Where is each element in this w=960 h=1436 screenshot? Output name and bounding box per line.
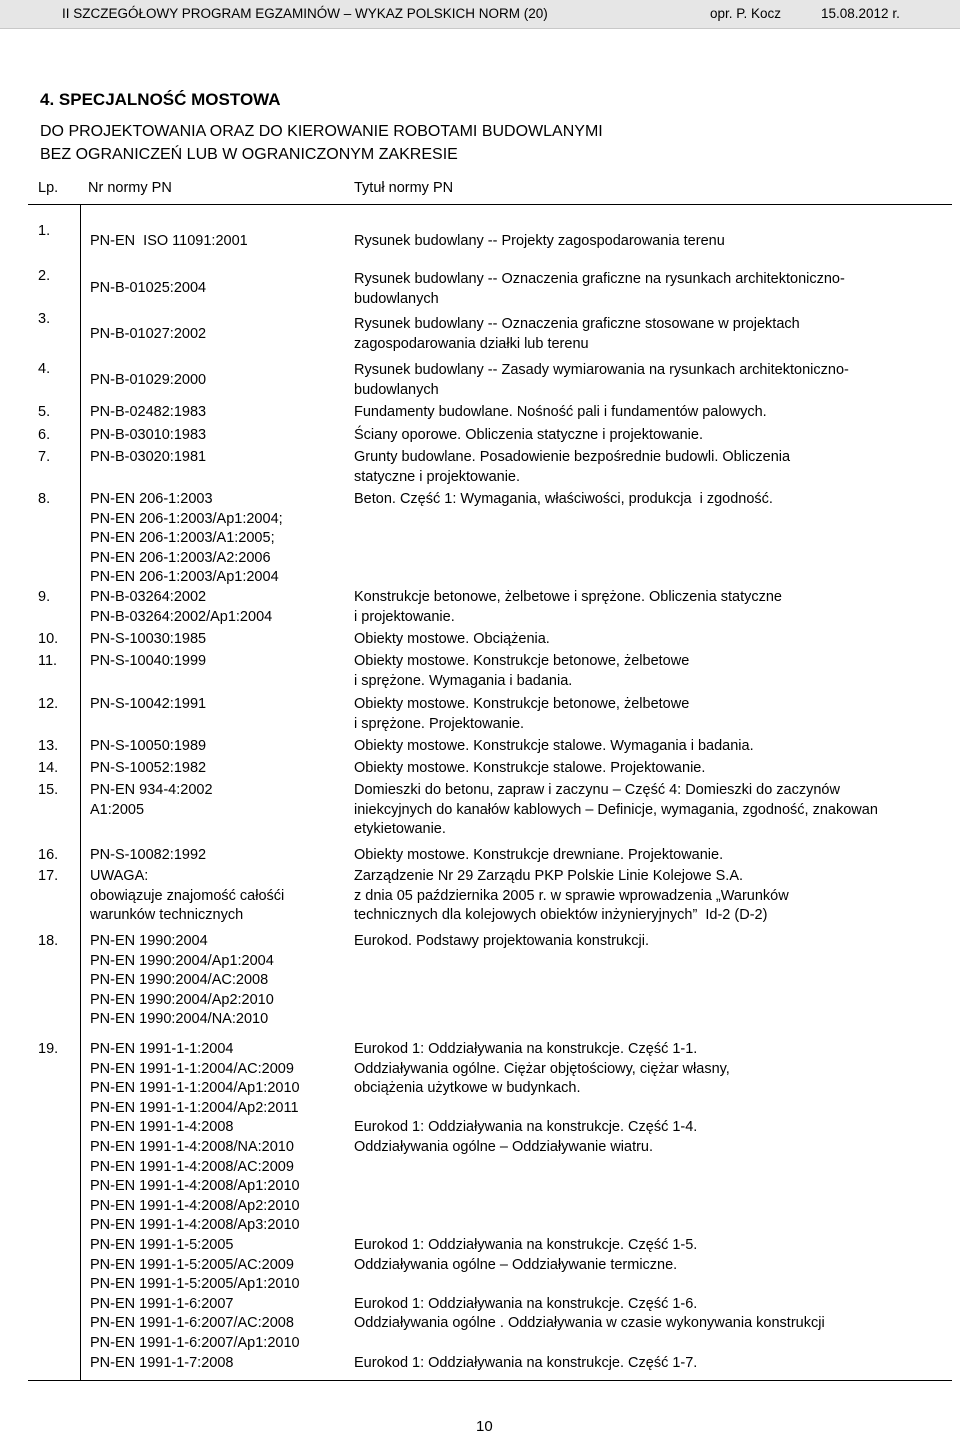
row-codes: PN-S-10040:1999 [90, 653, 207, 669]
row-lp: 3. [38, 311, 51, 327]
row-codes: PN-EN 934-4:2002 A1:2005 [90, 782, 213, 818]
row-codes: PN-S-10082:1992 [90, 847, 207, 863]
row-title: Fundamenty budowlane. Nośność pali i fundamentów palowych. [354, 404, 767, 420]
row-title: Ściany oporowe. Obliczenia statyczne i projektowanie. [354, 427, 703, 443]
row-title: Rysunek budowlany -- Oznaczenia graficzne stosowane w projektach zagospodarowania działki lub terenu [354, 316, 800, 352]
row-lp: 1. [38, 223, 51, 239]
row-codes: PN-B-01029:2000 [90, 372, 207, 388]
row-codes: PN-EN 206-1:2003 PN-EN 206-1:2003/Ap1:2004; PN-EN 206-1:2003/A1:2005; PN-EN 206-1:2003/A2:2006 PN-EN 206-1:2003/Ap1:2004 [90, 491, 283, 586]
row-title: Eurokod. Podstawy projektowania konstrukcji. [354, 933, 649, 949]
column-divider [80, 204, 81, 1380]
row-codes: PN-S-10030:1985 [90, 631, 207, 647]
row-codes: PN-B-01025:2004 [90, 280, 207, 296]
row-codes: PN-EN 1991-1-1:2004 PN-EN 1991-1-1:2004/AC:2009 PN-EN 1991-1-1:2004/Ap1:2010 PN-EN 1991-1-1:2004/Ap2:2011 PN-EN 1991-1-4:2008 PN-EN 1991-1-4:2008/NA:2010 PN-EN 1991-1-4:2008/AC:2009 PN-EN 1991-1-4:2008/Ap1:2010 PN-EN 1991-1-4:2008/Ap2:2010 PN-EN 1991-1-4:2008/Ap3:2010 PN-EN 1991-1-5:2005 PN-EN 1991-1-5:2005/AC:2009 PN-EN 1991-1-5:2005/Ap1:2010 PN-EN 1991-1-6:2007 PN-EN 1991-1-6:2007/AC:2008 PN-EN 1991-1-6:2007/Ap1:2010 PN-EN 1991-1-7:2008 [90, 1041, 300, 1371]
row-lp: 13. [38, 738, 59, 754]
row-title: Obiekty mostowe. Konstrukcje drewniane. Projektowanie. [354, 847, 724, 863]
row-lp: 6. [38, 427, 51, 443]
row-title: Obiekty mostowe. Konstrukcje stalowe. Wymagania i badania. [354, 738, 754, 754]
row-lp: 17. [38, 868, 59, 884]
row-lp: 7. [38, 449, 51, 465]
row-lp: 4. [38, 361, 51, 377]
row-title: Rysunek budowlany -- Zasady wymiarowania na rysunkach architektoniczno- budowlanych [354, 362, 849, 398]
row-title: Domieszki do betonu, zapraw i zaczynu – Część 4: Domieszki do zaczynów iniekcyjnych do kanałów kablowych – Definicje, wymagania, zgodność, znakowan etykietowanie. [354, 782, 878, 838]
row-codes: PN-EN 1990:2004 PN-EN 1990:2004/Ap1:2004 PN-EN 1990:2004/AC:2008 PN-EN 1990:2004/Ap2:2010 PN-EN 1990:2004/NA:2010 [90, 933, 274, 1028]
row-title: Grunty budowlane. Posadowienie bezpośrednie budowli. Obliczenia statyczne i projektowanie. [354, 449, 791, 485]
header-author: opr. P. Kocz [710, 6, 782, 21]
section-title: 4. SPECJALNOŚĆ MOSTOWA [40, 90, 281, 109]
row-title: Obiekty mostowe. Konstrukcje betonowe, żelbetowe i sprężone. Projektowanie. [354, 696, 690, 732]
row-title: Rysunek budowlany -- Projekty zagospodarowania terenu [354, 233, 725, 249]
row-lp: 14. [38, 760, 59, 776]
row-codes: PN-S-10050:1989 [90, 738, 207, 754]
row-lp: 16. [38, 847, 59, 863]
running-header [0, 0, 960, 29]
section-subtitle-2: BEZ OGRANICZEŃ LUB W OGRANICZONYM ZAKRESIE [40, 146, 458, 163]
row-codes: UWAGA: obowiązuje znajomość całośći warunków technicznych [90, 868, 285, 924]
table-bottom-rule [28, 1380, 952, 1381]
row-lp: 11. [38, 653, 58, 669]
row-codes: PN-B-03020:1981 [90, 449, 207, 465]
row-codes: PN-S-10052:1982 [90, 760, 207, 776]
row-title: Zarządzenie Nr 29 Zarządu PKP Polskie Linie Kolejowe S.A. z dnia 05 października 2005 r. w sprawie wprowadzenia „Warunków technicznych dla kolejowych obiektów inżynieryjnych” Id-2 (D-2) [354, 868, 789, 924]
row-codes: PN-B-03264:2002 PN-B-03264:2002/Ap1:2004 [90, 589, 273, 625]
row-lp: 5. [38, 404, 51, 420]
header-lp: Lp. [38, 180, 59, 196]
row-lp: 18. [38, 933, 59, 949]
table-top-rule [28, 204, 952, 205]
row-lp: 12. [38, 696, 59, 712]
header-date: 15.08.2012 r. [821, 6, 900, 21]
row-title: Obiekty mostowe. Konstrukcje betonowe, żelbetowe i sprężone. Wymagania i badania. [354, 653, 690, 689]
row-codes: PN-EN ISO 11091:2001 [90, 233, 248, 249]
header-norm-title: Tytuł normy PN [354, 180, 454, 196]
row-lp: 8. [38, 491, 51, 507]
header-title: II SZCZEGÓŁOWY PROGRAM EGZAMINÓW – WYKAZ POLSKICH NORM (20) [62, 6, 548, 21]
section-subtitle-1: DO PROJEKTOWANIA ORAZ DO KIEROWANIE ROBOTAMI BUDOWLANYMI [40, 123, 603, 140]
row-lp: 10. [38, 631, 59, 647]
row-title: Obiekty mostowe. Obciążenia. [354, 631, 550, 647]
row-lp: 9. [38, 589, 51, 605]
row-title: Rysunek budowlany -- Oznaczenia graficzne na rysunkach architektoniczno- budowlanych [354, 271, 845, 307]
row-title: Beton. Część 1: Wymagania, właściwości, produkcja i zgodność. [354, 491, 773, 507]
row-title: Eurokod 1: Oddziaływania na konstrukcje. Część 1-1. Oddziaływania ogólne. Ciężar objętościowy, ciężar własny, obciążenia użytkowe w budynkach. Eurokod 1: Oddziaływania na konstrukcje. Część 1-4. Oddziaływania ogólne – Oddziaływanie wiatru. Eurokod 1: Oddziaływania na konstrukcje. Część 1-5. Oddziaływania ogólne – Oddziaływanie termiczne. Eurokod 1: Oddziaływania na konstrukcje. Część 1-6. Oddziaływania ogólne . Oddziaływania w czasie wykonywania konstrukcji Eurokod 1: Oddziaływania na konstrukcje. Część 1-7. [354, 1041, 825, 1371]
row-codes: PN-B-01027:2002 [90, 326, 207, 342]
row-lp: 15. [38, 782, 59, 798]
row-title: Obiekty mostowe. Konstrukcje stalowe. Projektowanie. [354, 760, 706, 776]
row-lp: 2. [38, 268, 51, 284]
row-codes: PN-S-10042:1991 [90, 696, 207, 712]
row-codes: PN-B-03010:1983 [90, 427, 207, 443]
row-title: Konstrukcje betonowe, żelbetowe i sprężone. Obliczenia statyczne i projektowanie. [354, 589, 782, 625]
header-norm-number: Nr normy PN [88, 180, 172, 196]
page-number: 10 [476, 1418, 493, 1435]
row-lp: 19. [38, 1041, 59, 1057]
row-codes: PN-B-02482:1983 [90, 404, 207, 420]
